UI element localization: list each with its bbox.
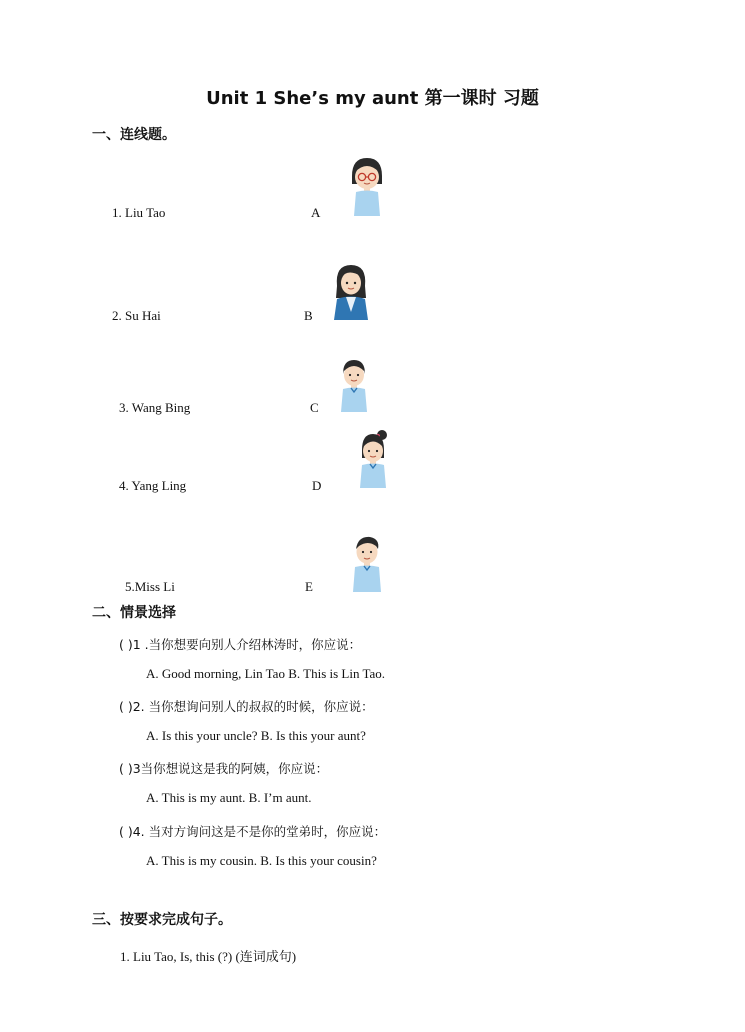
match-name-1: 1. Liu Tao [112, 205, 166, 220]
match-name-5: 5.Miss Li [125, 579, 175, 594]
match-letter-b: B [304, 308, 313, 323]
match-letter-e: E [305, 579, 313, 594]
question-2-options: A. Is this your uncle? B. Is this your aunt? [146, 728, 366, 743]
match-name-4: 4. Yang Ling [119, 478, 187, 493]
woman-in-blue-jacket-icon [331, 262, 371, 322]
sentence-item-1: 1. Liu Tao, Is, this (?) (连词成句) [120, 949, 297, 964]
section-2-heading: 二、情景选择 [92, 605, 176, 621]
question-3-prompt: ( )3当你想说这是我的阿姨，你应说： [119, 761, 329, 776]
match-letter-d: D [312, 478, 322, 493]
section-3-heading: 三、按要求完成句子。 [92, 912, 232, 928]
match-letter-a: A [311, 205, 321, 220]
section-1-heading: 一、连线题。 [92, 127, 176, 143]
girl-with-ponytail-icon [356, 428, 390, 490]
match-name-2: 2. Su Hai [112, 308, 161, 323]
question-4-options: A. This is my cousin. B. Is this your cousin? [146, 853, 377, 868]
boy-side-part-icon [350, 534, 384, 594]
girl-with-glasses-icon [346, 156, 388, 218]
question-4-prompt: ( )4. 当对方询问这是不是你的堂弟时，你应说： [119, 824, 387, 839]
boy-short-hair-icon [338, 358, 370, 414]
question-1-prompt: ( )1 .当你想要向别人介绍林涛时，你应说： [119, 637, 362, 652]
match-letter-c: C [310, 400, 319, 415]
question-1-options: A. Good morning, Lin Tao B. This is Lin Tao. [146, 666, 386, 681]
question-3-options: A. This is my aunt. B. I’m aunt. [146, 790, 312, 805]
match-name-3: 3. Wang Bing [119, 400, 191, 415]
question-2-prompt: ( )2. 当你想询问别人的叔叔的时候，你应说： [119, 699, 374, 714]
worksheet-title: Unit 1 She’s my aunt 第一课时 习题 [206, 88, 539, 109]
